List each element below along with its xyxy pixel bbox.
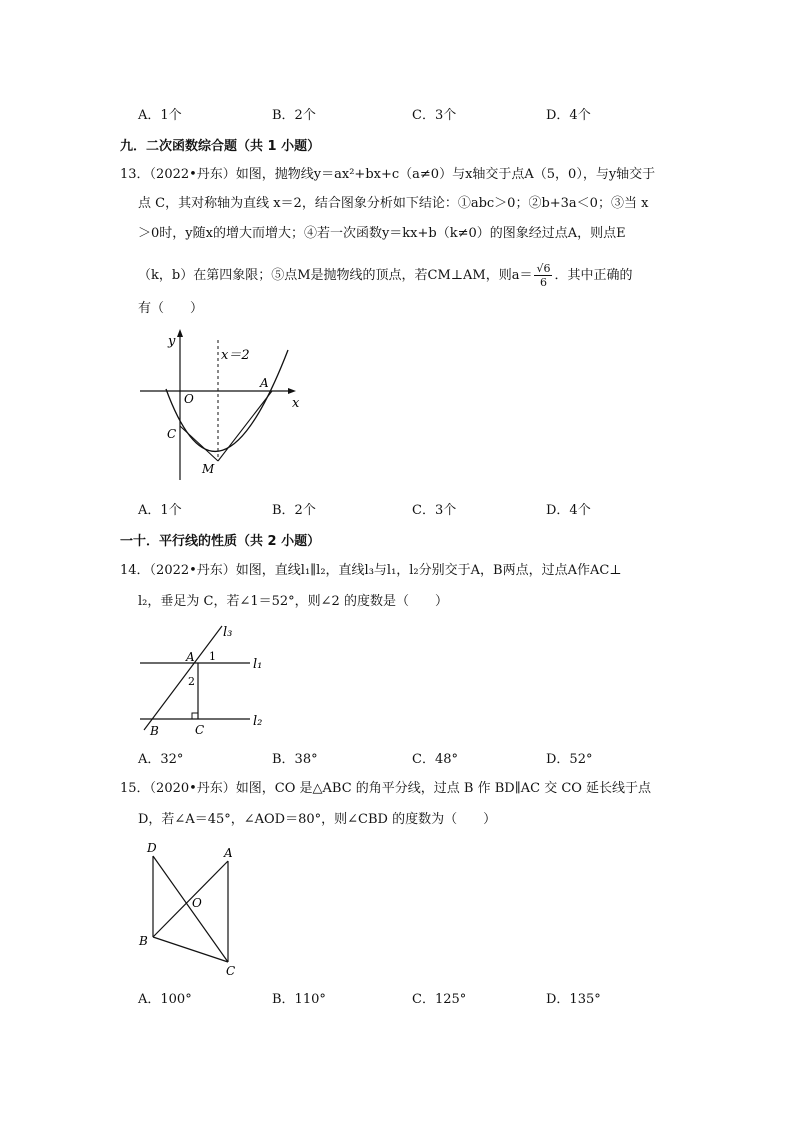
q13-line-3: ＞0时，y随x的增大而增大；④若一次函数y＝kx+b（k≠0）的图象经过点A，则点E [138, 226, 626, 241]
label-l1: l₁ [253, 657, 263, 672]
q13-line-2: 点 C，其对称轴为直线 x＝2，结合图象分析如下结论：①abc＞0；②b+3a＜0；③当 x [138, 196, 649, 211]
q14-figure [130, 618, 280, 743]
q15-option-b: B．110° [272, 992, 326, 1007]
prev-option-d: D．4个 [546, 108, 591, 123]
label-m: M [202, 462, 215, 476]
q15-option-a: A．100° [138, 992, 192, 1007]
x-axis-arrow [288, 388, 296, 394]
prev-option-c: C．3个 [412, 108, 457, 123]
q15-option-c: C．125° [412, 992, 467, 1007]
q13-fraction-numerator: √6 [536, 262, 551, 275]
line-l3 [144, 626, 222, 730]
q14-option-c: C．48° [412, 752, 458, 767]
label-b: B [139, 934, 148, 948]
segment-cm [180, 426, 218, 461]
segment-bc [153, 937, 228, 962]
label-angle-1: 1 [209, 650, 216, 663]
section-10-title: 一十．平行线的性质（共 2 小题） [120, 534, 321, 549]
q15-figure [130, 836, 260, 981]
q13-line-4b: ．其中正确的 [554, 268, 633, 283]
q13-line-4 [138, 262, 632, 289]
label-a: A [186, 650, 195, 664]
q14-option-d: D．52° [546, 752, 593, 767]
q13-option-a: A．1个 [138, 503, 182, 518]
q15-option-d: D．135° [546, 992, 601, 1007]
label-o: O [192, 896, 202, 910]
label-d: D [147, 841, 157, 855]
label-l2: l₂ [253, 714, 263, 729]
label-l3: l₃ [223, 625, 233, 640]
y-axis-arrow [177, 329, 183, 337]
q13-figure [130, 325, 330, 490]
right-angle-mark [192, 713, 198, 719]
q13-line-4a: （k，b）在第四象限；⑤点M是抛物线的顶点，若CM⊥AM，则a＝ [138, 268, 533, 283]
q15-line-2: D，若∠A＝45°，∠AOD＝80°，则∠CBD 的度数为（ ） [138, 812, 497, 827]
q13-line-1: 13．（2022•丹东）如图，抛物线y＝ax²+bx+c（a≠0）与x轴交于点A（5，0），与y轴交于 [120, 167, 656, 182]
q13-option-b: B．2个 [272, 503, 316, 518]
label-c: C [167, 427, 177, 441]
prev-option-a: A．1个 [138, 108, 182, 123]
prev-option-b: B．2个 [272, 108, 316, 123]
q14-option-a: A．32° [138, 752, 184, 767]
q14-option-b: B．38° [272, 752, 318, 767]
label-b: B [150, 724, 159, 738]
label-c: C [195, 723, 205, 737]
label-c: C [226, 964, 236, 978]
label-y: y [168, 334, 176, 349]
q13-fraction-denominator: 6 [539, 276, 547, 289]
segment-am [218, 391, 272, 461]
label-a: A [260, 376, 269, 390]
q14-line-1: 14．（2022•丹东）如图，直线l₁∥l₂，直线l₃与l₁，l₂分别交于A，B两点，过点A作AC⊥ [120, 563, 622, 578]
q15-line-1: 15．（2020•丹东）如图，CO 是△ABC 的角平分线，过点 B 作 BD∥AC 交 CO 延长线于点 [120, 781, 652, 796]
label-x: x [292, 396, 300, 411]
q13-option-d: D．4个 [546, 503, 591, 518]
q13-line-5: 有（ ） [138, 301, 204, 316]
label-angle-2: 2 [188, 675, 195, 688]
q13-fraction [534, 262, 552, 289]
section-9-title: 九．二次函数综合题（共 1 小题） [120, 139, 321, 154]
label-o: O [184, 392, 194, 406]
q14-line-2: l₂，垂足为 C，若∠1＝52°，则∠2 的度数是（ ） [138, 594, 448, 609]
label-a: A [224, 846, 233, 860]
label-axis: x＝2 [221, 348, 250, 363]
q13-option-c: C．3个 [412, 503, 457, 518]
